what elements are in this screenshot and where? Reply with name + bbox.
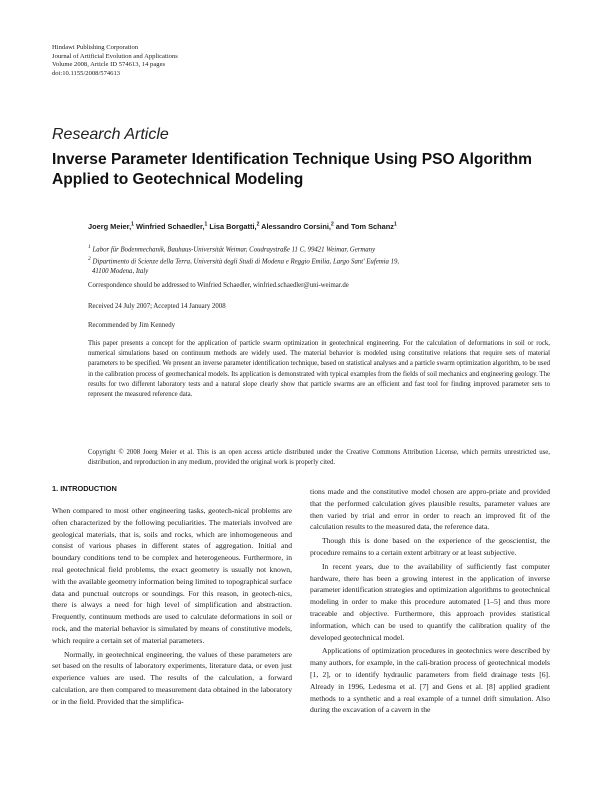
paragraph: When compared to most other engineering tasks, geotech-nical problems are often characterized by the following peculiarities. The materials involved are geological materials, that is, soils and rocks, which are inhomogeneous and consist of various phases in different states of aggregation. Initial and boundary conditions tend to be complex and heterogeneous. Furthermore, in real geotechnical field problems, the exact geometry is usually not known, with the available geometry information being limited to topographical surface data and punctual outcrops or soundings. For this reason, in geotech-nics, there is always a need for high level of simplification and abstraction. Frequently, continuum methods are used to calculate deformations in soil or rock, and the material behavior is simulated by means of constitutive models, which require a certain set of material parameters. <box>52 506 292 645</box>
author: Winfried Schaedler,$^1$ <box>133 222 208 232</box>
affiliation-2-cont: 41100 Modena, Italy <box>92 267 149 275</box>
copyright-notice: Copyright © 2008 Joerg Meier et al. This is an open access article distributed under the Creative Commons Attribution License, which permits unrestricted use, distribution, and reproduction in any medium, provided the original work is properly cited. <box>88 449 550 467</box>
received-date: Received 24 July 2007; Accepted 14 January 2008 <box>88 303 226 310</box>
affiliations <box>88 243 558 276</box>
publisher: Hindawi Publishing Corporation <box>52 44 139 51</box>
abstract: This paper presents a concept for the application of particle swarm optimization in geotechnical engineering. For the calculation of deformations in soil or rock, numerical simulations based on continuum methods are widely used. The material behavior is modeled using constitutive relations that require sets of material parameters to be specified. We present an inverse parameter identification technique, based on statistical analyses and a particle swarm optimization algorithm, to be used in the calibration process of geomechanical models. Its application is demonstrated with typical examples from the fields of soil mechanics and engineering geology. The results for two different laboratory tests and a natural slope clearly show that particle swarms are an efficient and fast tool for finding improved parameter sets to represent the measured reference data. <box>88 340 550 399</box>
paragraph: In recent years, due to the availability of sufficiently fast computer hardware, there has been a growing interest in the application of inverse parameter identification strategies and optimization algorithms to geotechnical modeling in order to make this procedure automated [1–5] and thus more traceable and objective. Furthermore, this approach provides statistical information, which can be used to quantify the calibration quality of the developed geotechnical model. <box>310 561 550 642</box>
recommended-by: Recommended by Jim Kennedy <box>88 322 176 329</box>
author-list <box>88 222 397 231</box>
author: Alessandro Corsini,$^2$ <box>259 222 334 232</box>
author: and Tom Schanz$^1$ <box>333 222 397 232</box>
column-right <box>310 486 550 718</box>
affiliation-1: $^1$ Labor für Bodenmechanik, Bauhaus-Universität Weimar, Coudraystraße 11 C, 99421 Weimar, Germany <box>88 244 376 254</box>
affiliation-2: $^2$ Dipartimento di Scienze della Terra, Università degli Studi di Modena e Reggio Emilia, Largo Sant' Eufemia 19, <box>88 255 400 266</box>
article-type: Research Article <box>52 126 169 143</box>
paragraph: Applications of optimization procedures in geotechnics were described by many authors, for example, in the cali-bration process of geotechnical models [1, 2], or to identify hydraulic parameters from field drainage tests [6]. Already in 1996, Ledesma et al. [7] and Gens et al. [8] applied gradient methods to a synthetic and a real example of a tunnel drift simulation. Also during the excavation of a cavern in the <box>310 646 550 715</box>
paper-title: Inverse Parameter Identification Technique Using PSO Algorithm Applied to Geotechnical Modeling <box>52 151 533 188</box>
paragraph: tions made and the constitutive model chosen are appro-priate and provided that the performed calculation gives plausible results, parameter values are then varied by trial and error in order to reach an improved fit of the calculation results to the measured data, the reference data. <box>310 487 550 532</box>
doi: doi:10.1155/2008/574613 <box>52 69 121 77</box>
paragraph: Normally, in geotechnical engineering, the values of these parameters are set based on the results of laboratory experiments, literature data, or even just experience values are used. The results of the calculation, a forward calculation, are then compared to measurement data obtained in the laboratory or in the field. Provided that the simplifica- <box>52 649 292 706</box>
correspondence: Correspondence should be addressed to Winfried Schaedler, winfried.schaedler@uni-weimar.de <box>88 282 349 289</box>
volume-info: Volume 2008, Article ID 574613, 14 pages <box>52 61 166 69</box>
paragraph: Though this is done based on the experience of the geoscientist, the procedure remains to a certain extent arbitrary or at least subjective. <box>310 536 550 557</box>
journal-header <box>52 44 178 78</box>
author: Joerg Meier,$^1$ <box>88 222 134 232</box>
journal-name: Journal of Artificial Evolution and Applications <box>52 52 178 60</box>
section-heading: 1. INTRODUCTION <box>52 484 117 493</box>
column-left <box>52 505 292 710</box>
author: Lisa Borgatti,$^2$ <box>207 222 260 232</box>
